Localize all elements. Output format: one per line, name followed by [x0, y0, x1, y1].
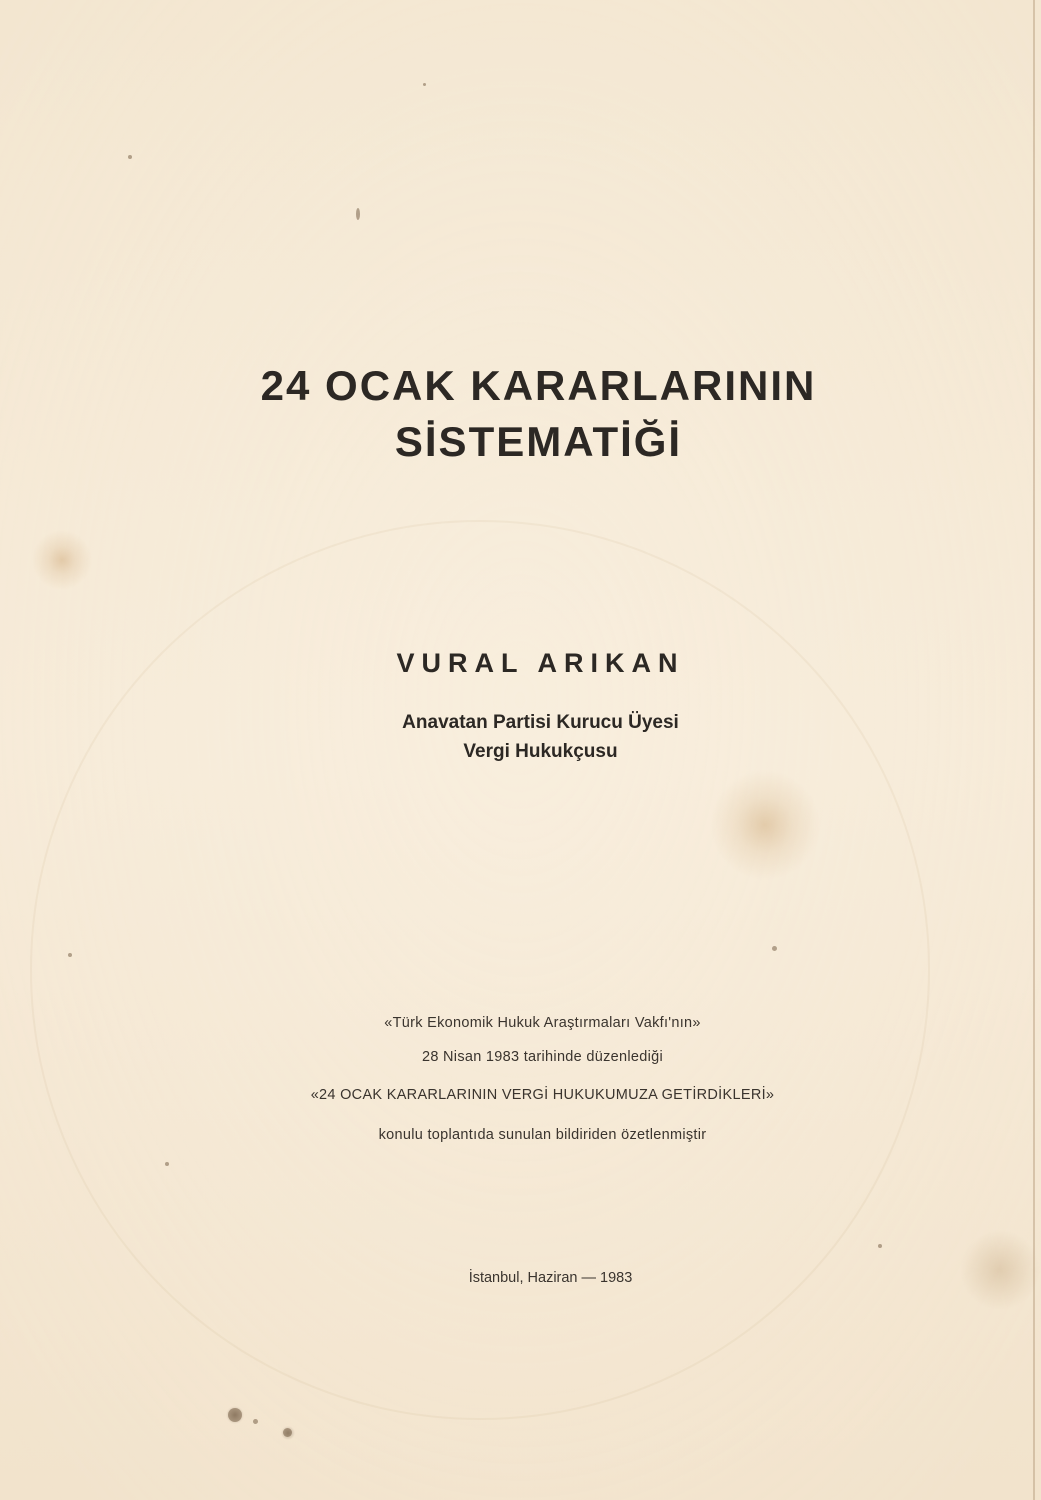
- paper-speck: [228, 1408, 242, 1422]
- note-line-4: konulu toplantıda sunulan bildiriden özetlenmiştir: [378, 1127, 707, 1143]
- paper-speck: [772, 946, 777, 951]
- author-role-2: Vergi Hukukçusu: [463, 741, 618, 762]
- paper-speck: [165, 1162, 169, 1166]
- author-name: VURAL ARIKAN: [396, 648, 685, 678]
- note-line-1: «Türk Ekonomik Hukuk Araştırmaları Vakfı'nın»: [384, 1015, 701, 1031]
- title-line-2: SİSTEMATİĞİ: [394, 418, 683, 465]
- note-line-2: 28 Nisan 1983 tarihinde düzenlediği: [421, 1049, 664, 1065]
- paper-speck: [68, 953, 72, 957]
- paper-speck: [253, 1419, 258, 1424]
- paper-speck: [423, 83, 426, 86]
- author-role-1: Anavatan Partisi Kurucu Üyesi: [402, 712, 679, 733]
- paper-speck: [128, 155, 132, 159]
- paper-speck: [283, 1428, 292, 1437]
- title-line-1: 24 OCAK KARARLARININ: [260, 362, 817, 409]
- paper-speck: [356, 208, 360, 220]
- note-line-3: «24 OCAK KARARLARININ VERGİ HUKUKUMUZA GETİRDİKLERİ»: [310, 1087, 775, 1103]
- paper-speck: [878, 1244, 882, 1248]
- place-date: İstanbul, Haziran — 1983: [468, 1270, 633, 1286]
